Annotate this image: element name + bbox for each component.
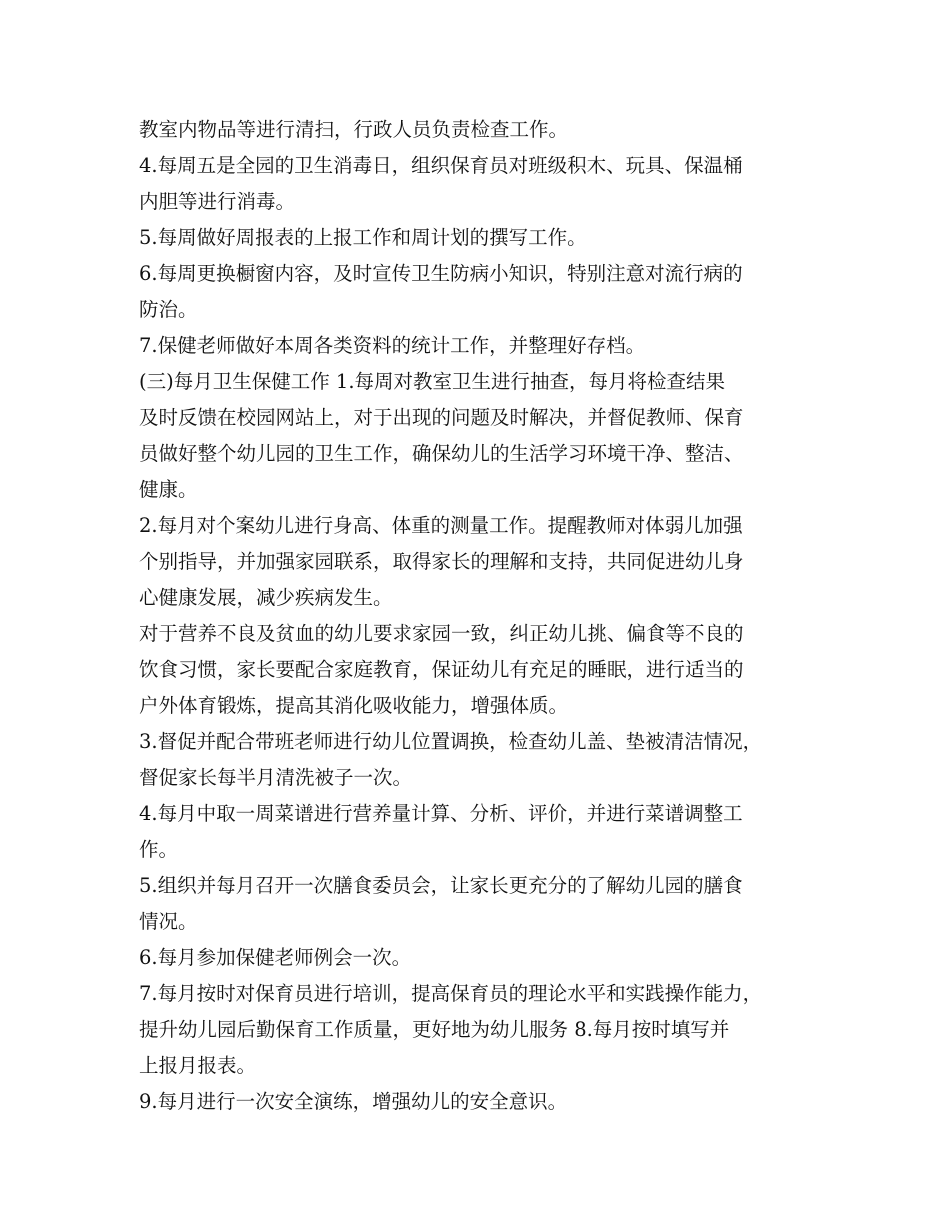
text-line: 5.组织并每月召开一次膳食委员会，让家长更充分的了解幼儿园的膳食 (139, 874, 743, 897)
text-line: 心健康发展，减少疾病发生。 (139, 586, 393, 609)
text-line: (三)每月卫生保健工作 1.每周对教室卫生进行抽查，每月将检查结果 (139, 370, 726, 393)
text-line: 3.督促并配合带班老师进行幼儿位置调换，检查幼儿盖、垫被清洁情况， (139, 730, 763, 753)
text-line: 9.每月进行一次安全演练，增强幼儿的安全意识。 (139, 1090, 568, 1113)
text-line: 防治。 (139, 298, 198, 321)
text-line: 员做好整个幼儿园的卫生工作，确保幼儿的生活学习环境干净、整洁、 (139, 442, 744, 465)
text-line: 情况。 (139, 910, 198, 933)
text-line: 对于营养不良及贫血的幼儿要求家园一致，纠正幼儿挑、偏食等不良的 (139, 622, 744, 645)
text-line: 提升幼儿园后勤保育工作质量，更好地为幼儿服务 8.每月按时填写并 (139, 1018, 730, 1041)
text-line: 健康。 (139, 478, 198, 501)
text-line: 上报月报表。 (139, 1054, 257, 1077)
text-line: 6.每月参加保健老师例会一次。 (139, 946, 412, 969)
text-line: 作。 (139, 838, 179, 861)
text-line: 6.每周更换橱窗内容，及时宣传卫生防病小知识，特别注意对流行病的 (139, 262, 743, 285)
text-line: 4.每周五是全园的卫生消毒日，组织保育员对班级积木、玩具、保温桶 (139, 154, 743, 177)
text-line: 及时反馈在校园网站上，对于出现的问题及时解决，并督促教师、保育 (139, 406, 744, 429)
text-line: 督促家长每半月清洗被子一次。 (139, 766, 413, 789)
text-line: 7.保健老师做好本周各类资料的统计工作，并整理好存档。 (139, 334, 646, 357)
text-line: 饮食习惯，家长要配合家庭教育，保证幼儿有充足的睡眠，进行适当的 (139, 658, 744, 681)
text-line: 教室内物品等进行清扫，行政人员负责检查工作。 (139, 118, 569, 141)
text-line: 个别指导，并加强家园联系，取得家长的理解和支持，共同促进幼儿身 (139, 550, 744, 573)
text-line: 户外体育锻炼，提高其消化吸收能力，增强体质。 (139, 694, 569, 717)
text-line: 5.每周做好周报表的上报工作和周计划的撰写工作。 (139, 226, 587, 249)
text-line: 内胆等进行消毒。 (139, 190, 296, 213)
text-line: 2.每月对个案幼儿进行身高、体重的测量工作。提醒教师对体弱儿加强 (139, 514, 743, 537)
document-body (139, 112, 819, 1120)
text-line: 7.每月按时对保育员进行培训，提高保育员的理论水平和实践操作能力， (139, 982, 763, 1005)
text-line: 4.每月中取一周菜谱进行营养量计算、分析、评价，并进行菜谱调整工 (139, 802, 743, 825)
